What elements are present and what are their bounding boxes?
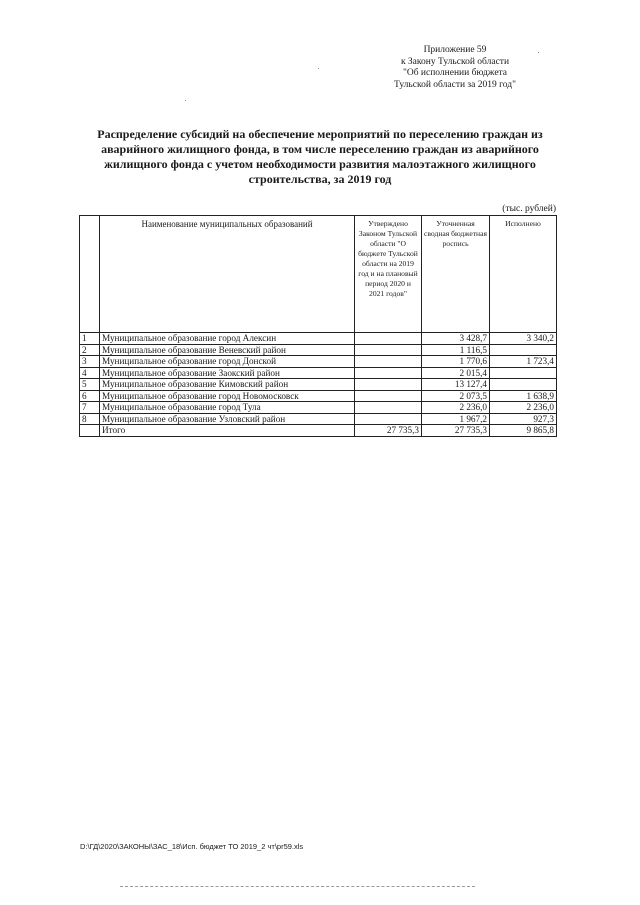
header-name: Наименование муниципальных образований: [100, 216, 355, 333]
appendix-note: [375, 45, 535, 91]
file-path: D:\ГД\2020\ЗАКОНЫ\ЗАС_18\Исп. бюджет ТО 2019_2 чт\pr59.xls: [80, 842, 304, 851]
title-line: жилищного фонда с учетом необходимости развития малоэтажного жилищного: [104, 157, 536, 171]
appendix-line: к Закону Тульской области: [400, 56, 510, 67]
subsidy-table: [79, 215, 557, 437]
cell-approved: [355, 402, 422, 414]
cell-municipality: Муниципальное образование город Алексин: [100, 333, 355, 345]
cell-refined: 2 073,5: [422, 390, 490, 402]
table-row: [80, 390, 557, 402]
cell-refined: 1 116,5: [422, 344, 490, 356]
cell-refined: 1 770,6: [422, 356, 490, 368]
cell-number: [80, 425, 100, 437]
scan-speck: [185, 100, 186, 101]
cell-number: 5: [80, 379, 100, 391]
cell-executed: 3 340,2: [490, 333, 557, 345]
table-row: [80, 356, 557, 368]
cell-approved: [355, 390, 422, 402]
cell-number: 4: [80, 367, 100, 379]
scan-speck: [538, 52, 539, 53]
header-refined: Уточненная сводная бюджетная роспись: [422, 216, 490, 333]
table-row: [80, 413, 557, 425]
appendix-line: Приложение 59: [423, 45, 487, 55]
cell-number: 6: [80, 390, 100, 402]
cell-approved: [355, 344, 422, 356]
cell-municipality: Муниципальное образование город Новомосковск: [100, 390, 355, 402]
cell-municipality: Итого: [100, 425, 355, 437]
cell-municipality: Муниципальное образование Узловский район: [100, 413, 355, 425]
cell-executed: 1 638,9: [490, 390, 557, 402]
cell-number: 2: [80, 344, 100, 356]
cell-municipality: Муниципальное образование город Донской: [100, 356, 355, 368]
cell-municipality: Муниципальное образование Заокский район: [100, 367, 355, 379]
title-line: аварийного жилищного фонда, в том числе переселению граждан из аварийного: [101, 142, 539, 156]
cell-municipality: Муниципальное образование Кимовский район: [100, 379, 355, 391]
cell-approved: [355, 367, 422, 379]
cell-executed: [490, 344, 557, 356]
cell-refined: 13 127,4: [422, 379, 490, 391]
total-row: [80, 425, 557, 437]
cell-approved: [355, 356, 422, 368]
title-line: строительства, за 2019 год: [248, 172, 392, 186]
cell-refined: 3 428,7: [422, 333, 490, 345]
table-row: [80, 379, 557, 391]
cell-refined: 2 236,0: [422, 402, 490, 414]
cell-municipality: Муниципальное образование город Тула: [100, 402, 355, 414]
cell-municipality: Муниципальное образование Веневский район: [100, 344, 355, 356]
header-executed: Исполнено: [490, 216, 557, 333]
cell-approved: [355, 333, 422, 345]
units-note: (тыс. рублей): [502, 204, 556, 214]
table-header-row: [80, 216, 557, 333]
cell-number: 1: [80, 333, 100, 345]
table-row: [80, 367, 557, 379]
cell-number: 7: [80, 402, 100, 414]
cell-refined: 2 015,4: [422, 367, 490, 379]
cell-approved: [355, 413, 422, 425]
table-row: [80, 402, 557, 414]
table-row: [80, 344, 557, 356]
header-approved: Утверждено Законом Тульской области "О бюджете Тульской области на 2019 год и на плановый период 2020 и 2021 годов": [355, 216, 422, 333]
title-line: Распределение субсидий на обеспечение мероприятий по переселению граждан из: [97, 127, 543, 141]
bottom-divider: [120, 886, 475, 887]
appendix-line: Тульской области за 2019 год": [394, 79, 516, 90]
cell-approved: 27 735,3: [355, 425, 422, 437]
cell-executed: 1 723,4: [490, 356, 557, 368]
cell-executed: 2 236,0: [490, 402, 557, 414]
cell-number: 3: [80, 356, 100, 368]
header-number: [80, 216, 100, 333]
document-title: [80, 127, 560, 187]
cell-executed: 9 865,8: [490, 425, 557, 437]
table-body: [80, 333, 557, 437]
appendix-line: "Об исполнении бюджета: [402, 68, 508, 78]
cell-refined: 1 967,2: [422, 413, 490, 425]
cell-executed: [490, 367, 557, 379]
scan-speck: [318, 68, 319, 69]
cell-approved: [355, 379, 422, 391]
cell-executed: 927,3: [490, 413, 557, 425]
cell-executed: [490, 379, 557, 391]
table-row: [80, 333, 557, 345]
cell-number: 8: [80, 413, 100, 425]
cell-refined: 27 735,3: [422, 425, 490, 437]
